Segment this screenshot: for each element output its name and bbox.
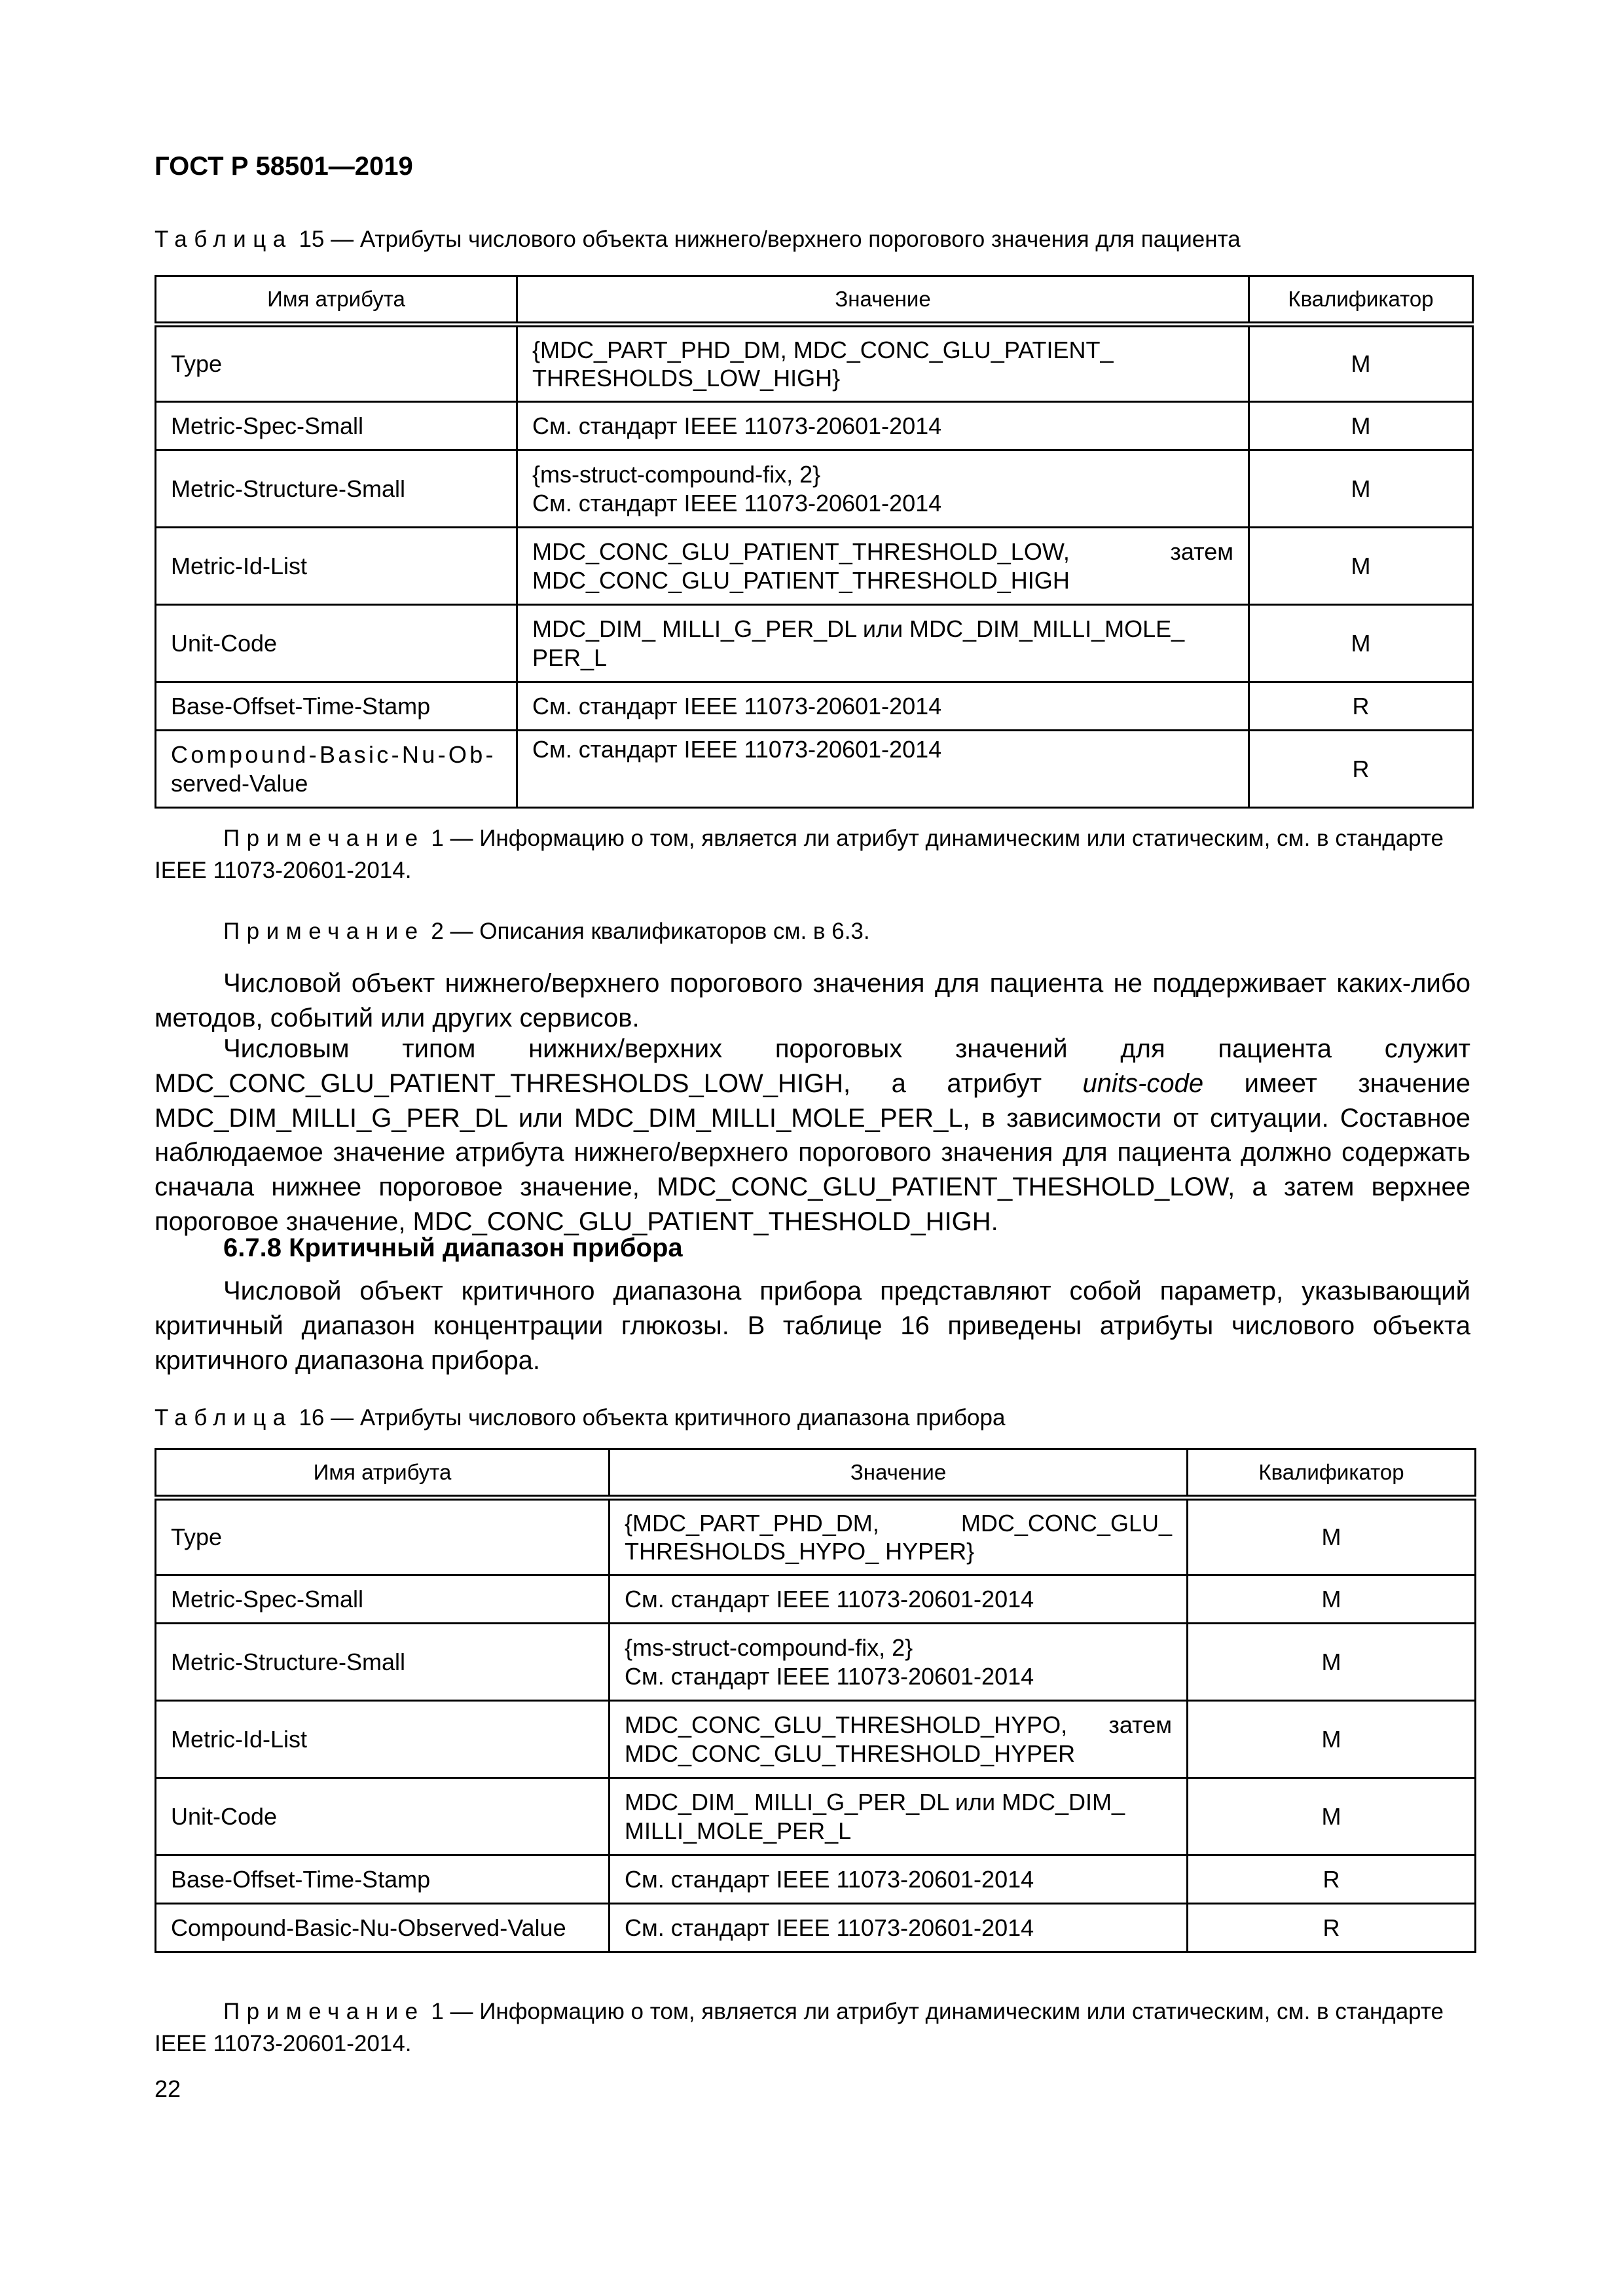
attr-value: См. стандарт IEEE 11073-20601-2014 [610,1855,1188,1904]
attr-value-line: MDC_CONC_GLU_PATIENT_THRESHOLD_HIGH [532,566,1070,594]
table-row [156,325,1473,402]
table15-caption-text: 15 — Атрибуты числового объекта нижнего/верхнего порогового значения для пациента [292,227,1241,252]
attr-value-part: {MDC_PART_PHD_DM, [625,1509,879,1537]
attr-name: Base-Offset-Time-Stamp [156,682,517,731]
table15-header-value: Значение [517,276,1249,325]
attr-name: Compound-Basic-Nu-Observed-Value [156,1904,610,1952]
note-label: Примечание [223,826,425,851]
table-row [156,605,1473,682]
attr-name-line: served-Value [171,769,308,797]
table15-caption-label: Таблица [155,227,293,252]
table16-caption [155,1405,1005,1431]
attr-name: Type [156,1498,610,1575]
attr-qualifier: M [1188,1701,1476,1778]
note-label: Примечание [223,1999,425,2024]
attr-qualifier: M [1249,402,1473,450]
attr-qualifier: R [1249,731,1473,808]
attr-value-line: THRESHOLDS_HYPO_ HYPER} [625,1538,975,1565]
attr-value-line: MDC_DIM_ MILLI_G_PER_DL или MDC_DIM_MILLI_MOLE_ [532,615,1185,643]
table-row [156,1778,1476,1855]
attr-value [517,325,1249,402]
attr-value [517,605,1249,682]
paragraph-3: Числовой объект критичного диапазона прибора представляют собой параметр, указывающий критичный диапазон концентрации глюкозы. В таблице 16 приведены атрибуты числового объекта критичного диапазона прибора. [155,1277,1470,1375]
table16-header-value: Значение [610,1449,1188,1498]
attr-value: См. стандарт IEEE 11073-20601-2014 [610,1575,1188,1624]
attr-value-part: MDC_CONC_GLU_ [960,1509,1172,1537]
table-row [156,402,1473,450]
table16 [155,1448,1476,1953]
table16-note-1 [155,1995,1470,2060]
attr-name: Unit-Code [156,605,517,682]
table16-caption-text: 16 — Атрибуты числового объекта критичного диапазона прибора [292,1405,1006,1430]
attr-qualifier: M [1188,1498,1476,1575]
attr-value: См. стандарт IEEE 11073-20601-2014 [517,731,1249,808]
attr-qualifier: M [1249,325,1473,402]
table16-header-name: Имя атрибута [156,1449,610,1498]
attr-value-part: затем [1170,538,1233,566]
paragraph-2-text: имеет значение MDC_DIM_MILLI_G_PER_DL или MDC_DIM_MILLI_MOLE_PER_L, в зависимости от ситуации. Составное наблюдаемое значение атрибута нижнего/верхнего порогового значения для пациента должно содержать сначала нижнее пороговое значение, MDC_CONC_GLU_PATIENT_THESHOLD_LOW, а затем верхнее пороговое значение, MDC_CONC_GLU_PATIENT_THESHOLD_HIGH. [155,1068,1471,1236]
attr-value-line [532,538,1233,566]
note-text: 2 — Описания квалификаторов см. в 6.3. [424,919,870,944]
attr-value-part: MDC_CONC_GLU_PATIENT_THRESHOLD_LOW, [532,538,1070,566]
attr-qualifier: R [1188,1904,1476,1952]
attr-value [610,1701,1188,1778]
attr-value-line [625,1711,1172,1739]
attr-qualifier: R [1249,682,1473,731]
note-text: 1 — Информацию о том, является ли атрибут динамическим или статическим, см. в стандарте IEEE 11073-20601-2014. [155,1999,1444,2056]
attr-qualifier: M [1188,1575,1476,1624]
attr-name: Metric-Structure-Small [156,1624,610,1701]
table-row [156,682,1473,731]
attr-qualifier: M [1188,1778,1476,1855]
table-row [156,1498,1476,1575]
attr-value-line: MDC_CONC_GLU_THRESHOLD_HYPER [625,1740,1076,1767]
attr-qualifier: M [1249,450,1473,528]
attr-value: См. стандарт IEEE 11073-20601-2014 [610,1904,1188,1952]
attr-value-line: THRESHOLDS_LOW_HIGH} [532,365,841,392]
table15 [155,275,1474,809]
table-row [156,1904,1476,1952]
table15-caption [155,227,1241,253]
paragraph-2-italic: units-code [1082,1068,1204,1098]
page-number: 22 [155,2075,181,2102]
attr-value-line: {MDC_PART_PHD_DM, MDC_CONC_GLU_PATIENT_ [532,336,1114,363]
attr-value [610,1498,1188,1575]
table15-header-row [156,276,1473,325]
attr-value [517,528,1249,605]
attr-qualifier: M [1249,605,1473,682]
attr-value-line: PER_L [532,644,608,671]
attr-qualifier: M [1188,1624,1476,1701]
attr-value-line: См. стандарт IEEE 11073-20601-2014 [532,489,942,517]
attr-value-line: MILLI_MOLE_PER_L [625,1817,852,1844]
attr-value [517,450,1249,528]
attr-name: Metric-Spec-Small [156,402,517,450]
attr-value [610,1624,1188,1701]
attr-value: См. стандарт IEEE 11073-20601-2014 [517,682,1249,731]
attr-name-line: Compound-Basic-Nu-Ob- [171,741,496,769]
section-heading: 6.7.8 Критичный диапазон прибора [223,1233,683,1262]
table16-header-qualifier: Квалификатор [1188,1449,1476,1498]
attr-value-line: {ms-struct-compound-fix, 2} [625,1634,913,1662]
note-text: 1 — Информацию о том, является ли атрибут динамическим или статическим, см. в стандарте IEEE 11073-20601-2014. [155,826,1444,883]
table15-header-qualifier: Квалификатор [1249,276,1473,325]
paragraph-2 [155,1032,1470,1239]
table-row [156,1624,1476,1701]
attr-value-line: MDC_DIM_ MILLI_G_PER_DL или MDC_DIM_ [625,1789,1125,1816]
attr-name: Type [156,325,517,402]
attr-value-line: {ms-struct-compound-fix, 2} [532,461,821,488]
attr-name: Base-Offset-Time-Stamp [156,1855,610,1904]
attr-value-part: затем [1108,1711,1172,1739]
document-header: ГОСТ Р 58501—2019 [155,152,413,181]
paragraph-2-text: Числовым типом нижних/верхних пороговых значений для пациента служит MDC_CONC_GLU_PATIENT_THRESHOLDS_LOW_HIGH, а атрибут [155,1034,1470,1098]
attr-value-line [625,1509,1172,1537]
attr-name: Metric-Spec-Small [156,1575,610,1624]
table-row [156,731,1473,808]
attr-qualifier: M [1249,528,1473,605]
note-label: Примечание [223,919,425,944]
attr-name: Metric-Structure-Small [156,450,517,528]
attr-qualifier: R [1188,1855,1476,1904]
table16-header-row [156,1449,1476,1498]
table16-caption-label: Таблица [155,1405,293,1430]
attr-value-line: См. стандарт IEEE 11073-20601-2014 [625,1662,1034,1690]
table-row [156,450,1473,528]
attr-name [156,731,517,808]
table15-note-1 [155,822,1470,886]
attr-name: Metric-Id-List [156,1701,610,1778]
table-row [156,1575,1476,1624]
attr-name: Metric-Id-List [156,528,517,605]
table15-note-2 [155,915,1470,947]
table15-header-name: Имя атрибута [156,276,517,325]
table-row [156,1701,1476,1778]
attr-value: См. стандарт IEEE 11073-20601-2014 [517,402,1249,450]
attr-value-part: MDC_CONC_GLU_THRESHOLD_HYPO, [625,1711,1068,1739]
paragraph-1: Числовой объект нижнего/верхнего порогового значения для пациента не поддерживает каких-либо методов, событий или других сервисов. [155,969,1470,1032]
table-row [156,1855,1476,1904]
table-row [156,528,1473,605]
attr-value [610,1778,1188,1855]
attr-name: Unit-Code [156,1778,610,1855]
